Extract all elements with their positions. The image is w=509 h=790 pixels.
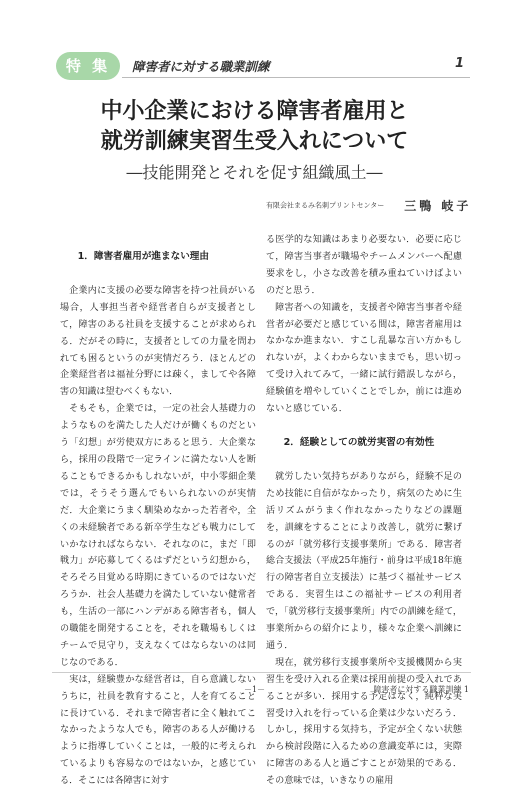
article-title — [0, 96, 509, 156]
author-affiliation: 有限会社まるみ名刺プリントセンター — [266, 201, 385, 210]
body-paragraph: 現在，就労移行支援事業所や支援機関から実習生を受け入れる企業は採用前提の受入れであることが多い．採用する予定はなく，純粋な実習受け入れを行っている企業は少ないだろう．しかし，採用する気持ち，予定が全くない状態から検討段階に入るための意識変革には，実際に障害のある人と過ごすことが効果的である．その意味では，いきなりの雇用 — [266, 657, 462, 787]
body-paragraph: 実は，経験豊かな経営者は，自ら意識しないうちに，社員を教育すること，人を育てることに長けている．それまで障害者に全く触れてこなかったような人でも，障害のある人が働けるように指導していくことは，一般的に考えられているよりも容易なのではないか，と感じている．そこには各障害に対す — [60, 674, 256, 787]
header-page-mark: 1 — [454, 56, 464, 71]
author-name: 三鴨 岐子 — [404, 199, 472, 213]
footer-journal-title: 障害者に対する職業訓練 1 — [373, 685, 469, 694]
body-paragraph: 就労したい気持ちがありながら，経験不足のため技能に自信がなかったり，病気のために生活リズムがうまく作れなかったりなどの課題を，訓練をすることにより改善し，就労に繋げるのが「就労移行支援事業所」である．障害者総合支援法（平成25年施行・前身は平成18年施行の障害者自立支援法）に基づく福祉サービスである．実習生はこの福祉サービスの利用者で，「就労移行支援事業所」内での訓練を経て，事業所からの紹介により，様々な企業へ訓練に通う． — [266, 471, 462, 651]
header-divider — [122, 77, 470, 78]
article-title-line-2: 就労訓練実習生受入れについて — [100, 128, 409, 154]
series-title: 障害者に対する職業訓練 — [132, 59, 270, 74]
feature-badge: 特 集 — [56, 52, 120, 80]
section-heading: 2．経験としての就労実習の有効性 — [283, 436, 435, 448]
right-column — [266, 232, 462, 790]
body-paragraph: そもそも，企業では，一定の社会人基礎力のようなものを満たした人だけが働くものだという「幻想」が労使双方にあると思う．大企業なら，採用の段階で一定ラインに満たない人を断ることもできるかもしれないが，中小零細企業では，そうそう選んでもいられないのが実情だ．大企業にうまく馴染めなかった若者や，全くの未経験者である新卒学生なども戦力にしていかなければならない．それなのに，まだ「即戦力」が応募してくるはずだという幻想から，そろそろ目覚める時期にきているのではないだろうか．社会人基礎力を満たしていない健常者も，生活の一部にハンデがある障害者も，個人の職能を開発することを，それを職場もしくはチームで見守り，支えなくてはならないのは同じなのである． — [60, 404, 256, 668]
article-subtitle: ―技能開発とそれを促す組織風土― — [126, 163, 383, 182]
body-paragraph: る医学的な知識はあまり必要ない．必要に応じて，障害当事者が職場やチームメンバーへ配慮要求をし，小さな改善を積み重ねていけばよいのだと思う． — [266, 235, 462, 296]
footer-page-number: －1－ — [243, 685, 266, 694]
body-paragraph: 障害者への知識を，支援者や障害当事者や経営者が必要だと感じている間は，障害者雇用はなかなか進まない．すこし乱暴な言い方かもしれないが，よくわからないままでも，思い切って受け入れてみて，一緒に試行錯誤しながら，経験値を増やしていくことでしか，前には進めないと感じている． — [266, 302, 462, 415]
footer-divider — [52, 672, 471, 673]
spacer — [60, 266, 256, 283]
page-header — [52, 52, 470, 82]
article-title-line-1: 中小企業における障害者雇用と — [100, 98, 409, 124]
spacer — [60, 232, 256, 249]
spacer — [266, 418, 462, 435]
author-line — [266, 197, 472, 214]
left-column — [60, 232, 256, 790]
spacer — [266, 452, 462, 469]
section-heading: 1．障害者雇用が進まない理由 — [77, 251, 209, 262]
body-paragraph: 企業内に支援の必要な障害を持つ社員がいる場合，人事担当者や経営者自らが支援者として，障害のある社員を支援することが求められる．だがその時に，支援者としての力量を問われても困るというのが実情だろう．ほとんどの企業経営者は福祉分野には疎く，ましてや各障害の知識は望むべくもない． — [60, 285, 256, 398]
